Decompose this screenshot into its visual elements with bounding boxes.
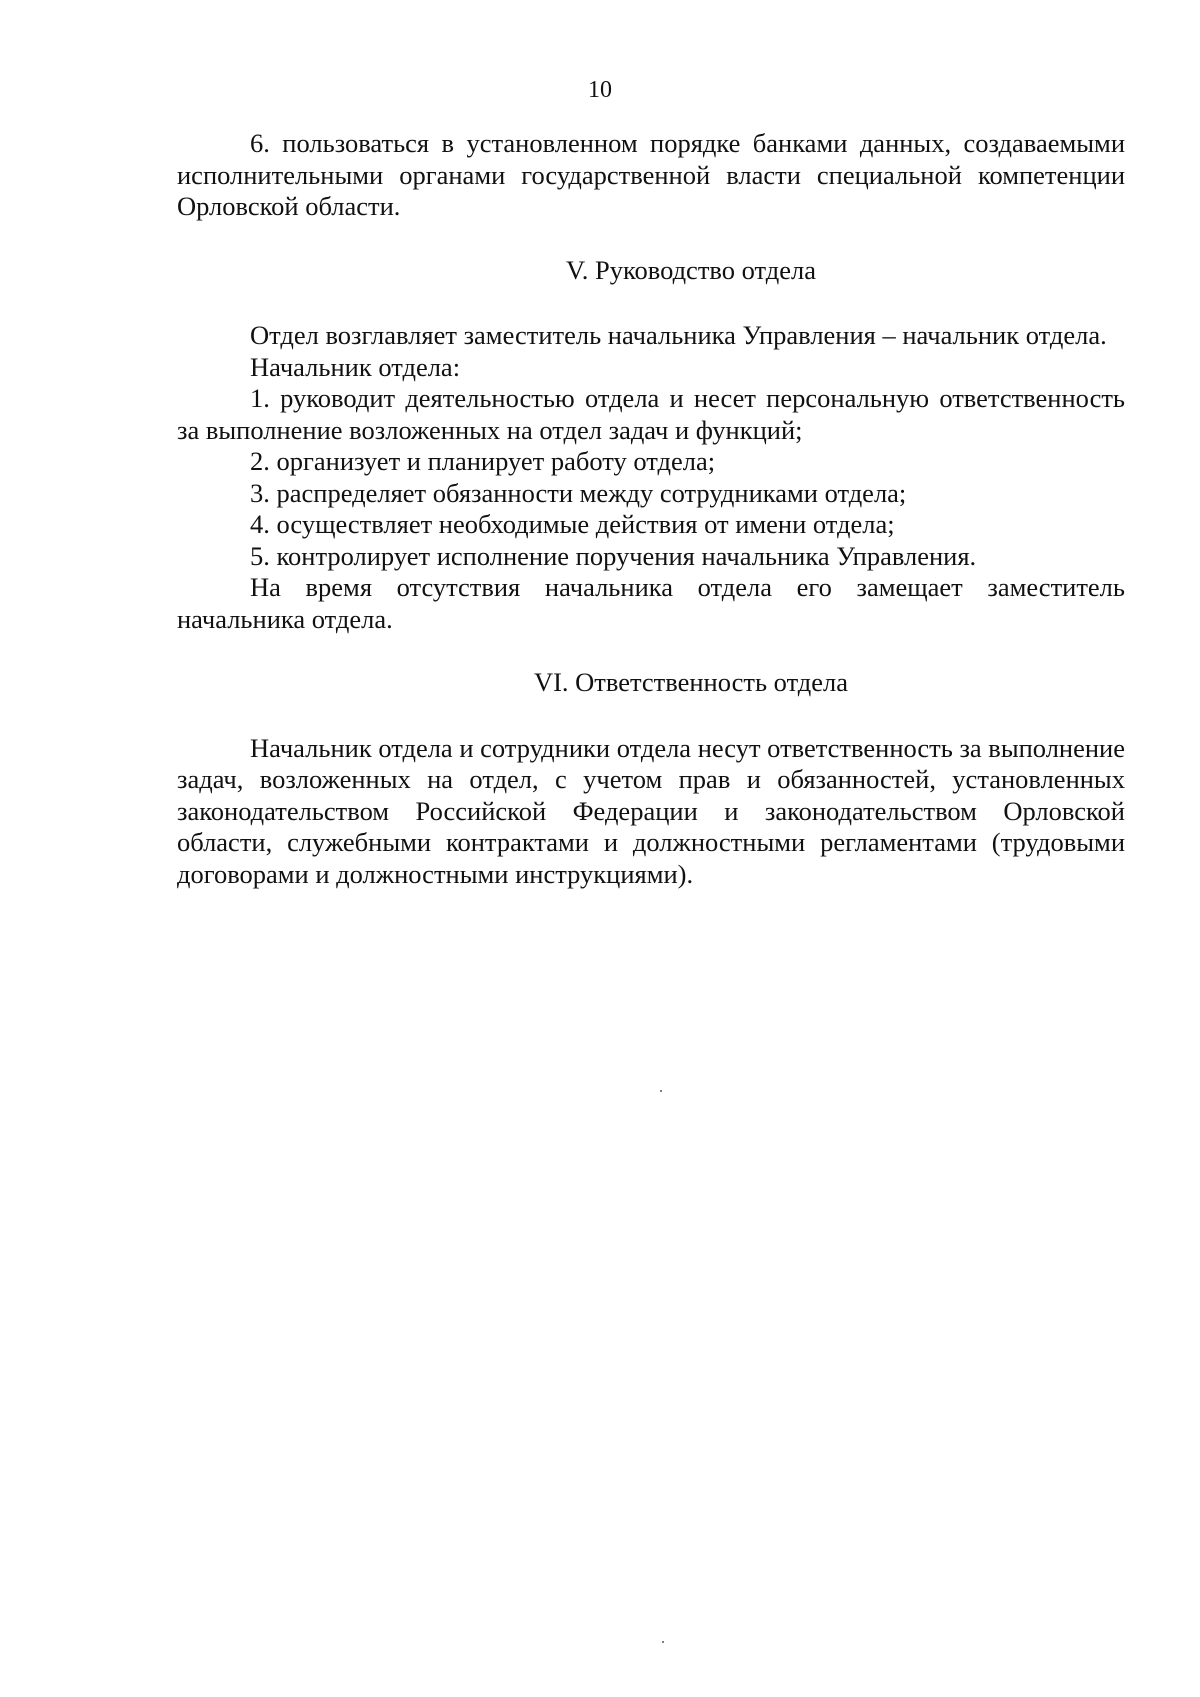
section-5-heading: V. Руководство отдела [566, 254, 816, 285]
section-5-head-label: Начальник отдела: [250, 351, 461, 382]
document-body [177, 128, 1125, 890]
section-5-item-3: 3. распределяет обязанности между сотрудниками отдела; [250, 477, 907, 508]
section-5-item-4: 4. осуществляет необходимые действия от имени отдела; [250, 509, 895, 539]
section-5-intro: Отдел возглавляет заместитель начальника Управления – начальник отдела. [250, 320, 1107, 350]
section-6-heading: VI. Ответственность отдела [533, 667, 849, 697]
section-5-substitute: На время отсутствия начальника отдела его замещает заместитель начальника отдела. [177, 572, 1125, 634]
page-number: 10 [588, 77, 612, 103]
section-5-item-1: 1. руководит деятельностью отдела и несет персональную ответственность за выполнение возложенных на отдел задач и функций; [177, 383, 1125, 445]
scan-speck [662, 1641, 664, 1643]
section-5-item-2: 2. организует и планирует работу отдела; [250, 446, 716, 476]
section-5-item-5: 5. контролирует исполнение поручения начальника Управления. [250, 540, 977, 571]
section-6-text: Начальник отдела и сотрудники отдела несут ответственность за выполнение задач, возложенных на отдел, с учетом прав и обязанностей, установленных законодательством Российской Федерации и законодательством Орловской области, служебными контрактами и должностными регламентами (трудовыми договорами и должностными инструкциями). [177, 732, 1126, 889]
item-6-paragraph: 6. пользоваться в установленном порядке банками данных, создаваемыми исполнительными органами государственной власти специальной компетенции Орловской области. [177, 128, 1125, 221]
scan-speck [660, 1090, 662, 1092]
